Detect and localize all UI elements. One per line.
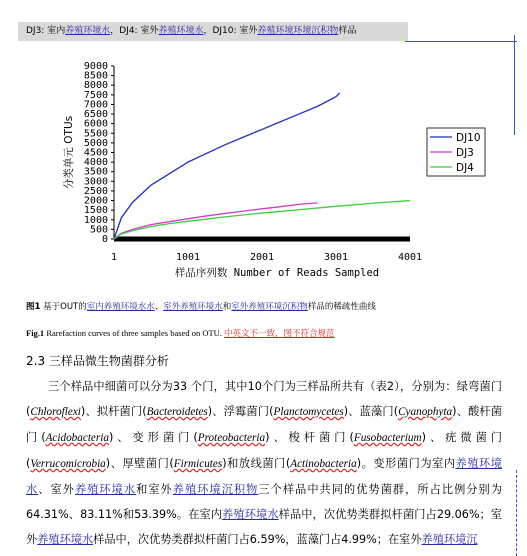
note-text: ，DJ10: 室外 (203, 26, 258, 36)
y-tick-label: 5000 (83, 137, 108, 149)
y-tick-label: 1000 (83, 214, 108, 226)
x-tick-label: 3001 (323, 252, 349, 263)
figure-number: 图1 (26, 302, 41, 312)
para-text: 三个样品中细菌可以分为33 个门，其中10个门为三样品所共有（表2），分别为：绿弯菌门( (26, 380, 502, 418)
para-text: )。变形菌门为室内 (356, 457, 456, 470)
y-tick-label: 5500 (83, 128, 108, 140)
figure-caption-cn (26, 300, 376, 312)
x-tick-label: 1001 (175, 252, 201, 263)
y-tick-label: 3500 (83, 166, 108, 178)
para-text: )、酸杆菌门( (26, 405, 502, 444)
note-text: 样品 (338, 26, 357, 36)
para-text: 和室外 (136, 483, 173, 496)
para-text: )、蓝藻门( (343, 405, 399, 418)
taxon-name: Actinobacteria (290, 458, 357, 470)
y-tick-label: 7500 (83, 89, 108, 101)
taxon-name: Bacteroidetes (146, 406, 208, 418)
taxon-name: Fusobacterium (353, 432, 422, 444)
x-tick-label: 1 (110, 252, 118, 263)
comment-connector-dashed (516, 470, 517, 556)
caption-link[interactable]: 室内养殖环境水水 (86, 302, 155, 312)
note-text: DJ3: 室内 (26, 26, 66, 36)
para-text: )和放线菌门( (222, 457, 291, 470)
y-tick-label: 0 (101, 234, 108, 245)
series-line-dj4 (114, 201, 410, 239)
rarefaction-chart (0, 50, 527, 290)
taxon-name: Cyanophyta (398, 406, 453, 418)
para-text: 样品中，次优势类群拟杆菌门占6.59%，蓝藻门占4.99%；在室外 (93, 533, 422, 546)
y-tick-label: 7000 (83, 99, 108, 111)
taxon-name: Proteobacteria (197, 432, 266, 444)
note-text: ，DJ4: 室外 (110, 26, 159, 36)
y-tick-label: 6000 (83, 118, 108, 130)
legend-label-dj3: DJ3 (456, 147, 474, 159)
taxon-name: Firmicutes (173, 458, 223, 470)
y-axis-label: 分类单元 OTUs (63, 115, 75, 190)
para-link[interactable]: 养殖环境沉积物 (172, 483, 259, 496)
x-tick-label: 4001 (397, 252, 423, 263)
y-tick-label: 9000 (83, 61, 108, 72)
taxon-name: Planctomycetes (273, 406, 344, 418)
caption-text-en: Rarefaction curves of three samples based on OTU. (44, 328, 222, 338)
para-text: )、厚壁菌门( (105, 457, 174, 470)
para-text: )、梭杆菌门( (265, 431, 354, 444)
figure-caption-en (26, 327, 335, 339)
figure-note-bar (18, 22, 408, 41)
caption-text: 基于OUT的 (40, 302, 87, 312)
y-tick-label: 500 (89, 224, 108, 236)
para-text: 样品中，次优势类群拟杆菌门占29.06%；室外 (26, 508, 502, 546)
note-link[interactable]: 养殖环境水 (65, 26, 111, 36)
series-line-dj3 (114, 203, 317, 239)
para-link[interactable]: 养殖环境水 (74, 483, 137, 496)
comment-connector-line (405, 41, 517, 42)
para-text: 三个样品中共同的优势菌群，所占比例分别为64.31%、83.11%和53.39%。在室内 (26, 483, 502, 521)
para-link[interactable]: 养殖环境水 (26, 457, 502, 496)
figure-number-en: Fig.1 (26, 328, 45, 338)
legend-label-dj4: DJ4 (456, 162, 474, 174)
y-tick-label: 4500 (83, 147, 108, 159)
y-tick-label: 2500 (83, 185, 108, 197)
para-link[interactable]: 养殖环境水 (37, 533, 94, 546)
para-text: )、拟杆菌门( (80, 405, 147, 418)
taxon-name: Verrucomicrobia (30, 458, 106, 470)
para-link[interactable]: 养殖环境水 (222, 508, 279, 521)
caption-text: 和 (222, 302, 232, 312)
caption-text: 、 (154, 302, 164, 312)
legend-label-dj10: DJ10 (456, 132, 481, 144)
caption-link[interactable]: 室外养殖环境水 (163, 302, 223, 312)
para-text: )、变形菌门( (108, 431, 198, 444)
y-tick-label: 1500 (83, 205, 108, 217)
taxon-name: Acidobacteria (45, 432, 109, 444)
review-comment[interactable]: 中英文不一致，图不符合规范 (224, 328, 335, 338)
body-paragraph (26, 374, 502, 552)
y-tick-label: 3000 (83, 176, 108, 188)
para-text: 、室外 (38, 483, 75, 496)
x-tick-label: 2001 (249, 252, 275, 263)
note-link[interactable]: 养殖环境水 (158, 26, 204, 36)
y-tick-label: 6500 (83, 109, 108, 121)
x-axis-label: 样品序列数 Number of Reads Sampled (174, 267, 380, 279)
para-text: )、疣微菌门( (26, 431, 502, 470)
para-link[interactable]: 养殖环境沉 (421, 533, 478, 546)
section-heading: 2.3 三样品微生物菌群分析 (26, 354, 169, 368)
y-tick-label: 8000 (83, 80, 108, 92)
para-text: )、浮霉菌门( (207, 405, 274, 418)
taxon-name: Chloroflexi (30, 406, 81, 418)
caption-link[interactable]: 室外养殖环境沉积物 (231, 302, 308, 312)
note-link[interactable]: 养殖环境环境沉积物 (257, 26, 339, 36)
y-tick-label: 8500 (83, 70, 108, 82)
y-tick-label: 4000 (83, 157, 108, 169)
caption-text: 样品的稀疏性曲线 (307, 302, 376, 312)
y-tick-label: 2000 (83, 195, 108, 207)
